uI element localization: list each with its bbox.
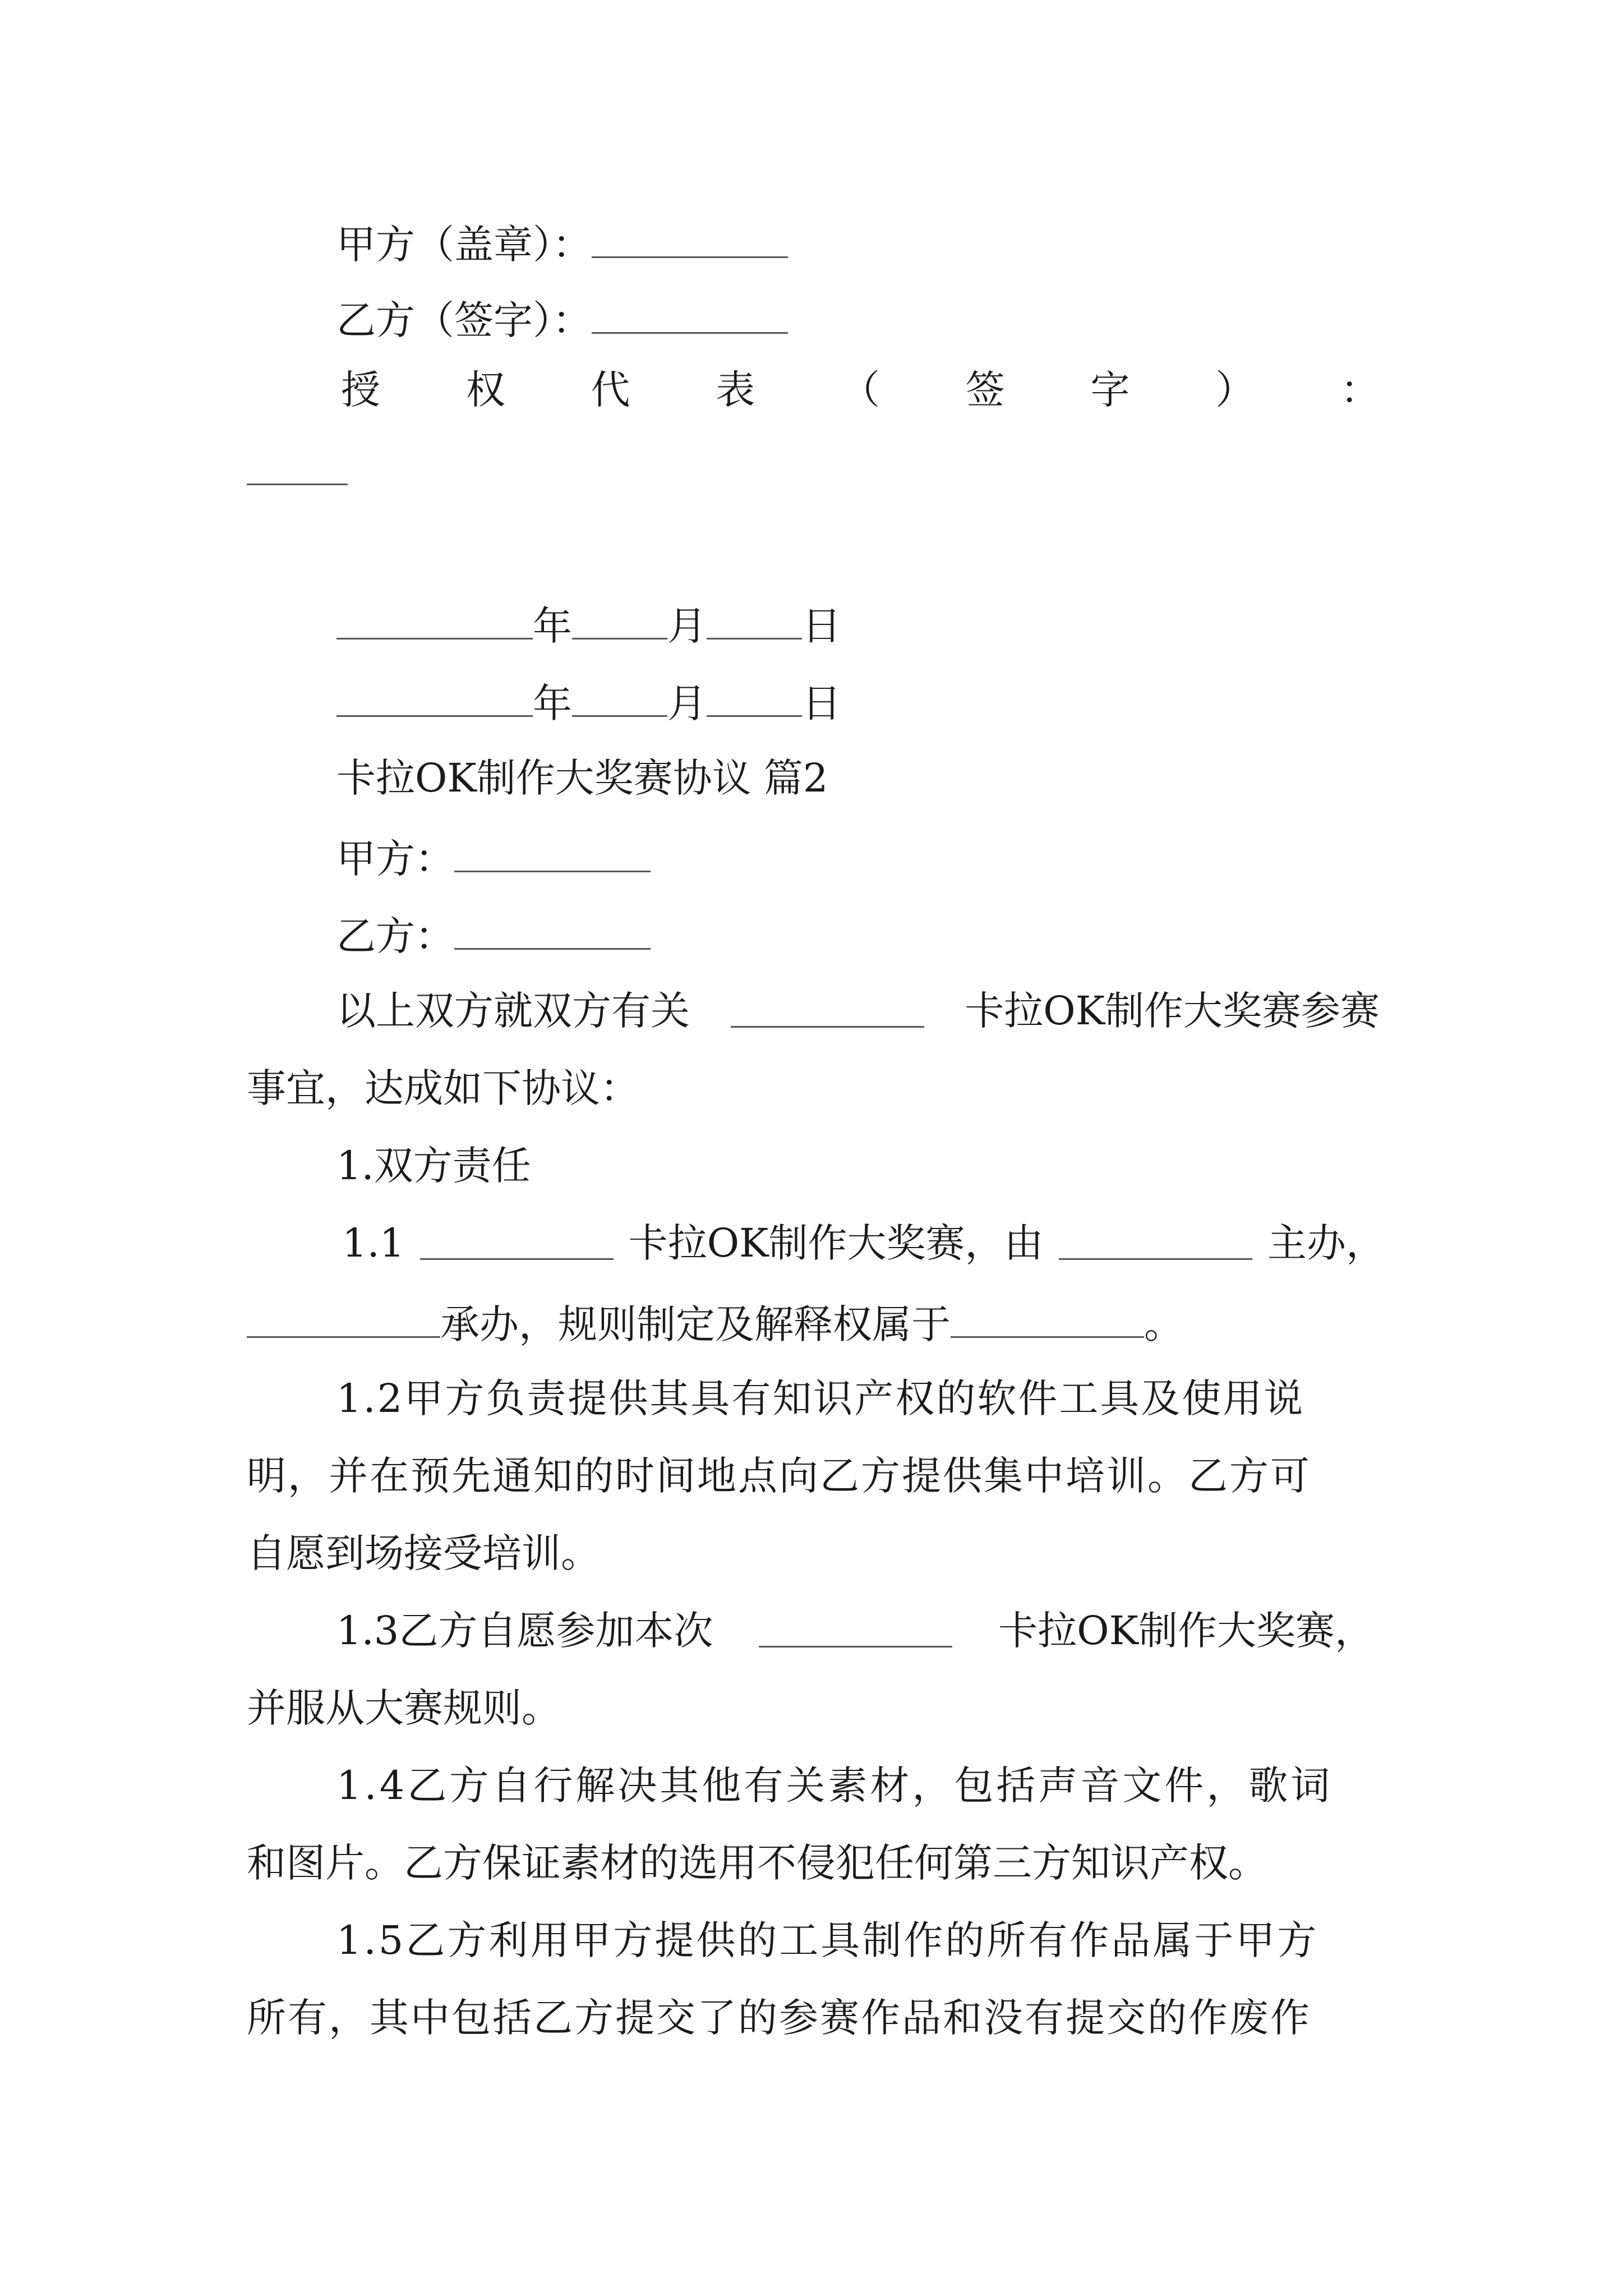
- clause-1-1-line-2: [247, 1301, 1183, 1347]
- section-1-heading: 1.双方责任: [336, 1143, 531, 1189]
- clause-text: 卡拉OK制作大奖赛，: [998, 1608, 1374, 1654]
- day-blank: [707, 603, 802, 639]
- rep-char: 代: [591, 367, 630, 413]
- clause-1-4-line-2: 和图片。乙方保证素材的选用不侵犯任何第三方知识产权。: [247, 1840, 1267, 1886]
- rep-char: 授: [341, 367, 380, 413]
- clause-1-5-line-2: 所有，其中包括乙方提交了的参赛作品和没有提交的作废作: [247, 1995, 1311, 2041]
- intro-text: 卡拉OK制作大奖赛参赛: [965, 988, 1380, 1034]
- rep-char: ：: [1340, 367, 1380, 413]
- authorized-rep-blank: [247, 449, 348, 485]
- party-b-label: 乙方：: [336, 913, 454, 959]
- month-blank: [572, 680, 667, 717]
- clause-text: 。: [1144, 1301, 1183, 1347]
- rep-char: 字: [1090, 367, 1130, 413]
- rep-char: 签: [965, 367, 1005, 413]
- clause-1-5-line-1: 1.5乙方利用甲方提供的工具制作的所有作品属于甲方: [336, 1917, 1319, 1963]
- contest-blank: [759, 1611, 952, 1648]
- date-line-2: [336, 680, 841, 726]
- clause-text: 卡拉OK制作大奖赛，由: [628, 1220, 1044, 1266]
- rep-char: （: [841, 367, 880, 413]
- clause-text: 承办，规则制定及解释权属于: [440, 1301, 951, 1347]
- month-label: 月: [667, 680, 707, 726]
- intro-blank: [731, 991, 924, 1028]
- intro-text: 以上双方就双方有关: [336, 988, 690, 1034]
- co-organizer-blank: [247, 1301, 440, 1338]
- party-a-seal-blank: [592, 222, 788, 258]
- party-a-line: [336, 836, 651, 882]
- authorized-rep-blank-line: [247, 449, 348, 491]
- clause-1-3-line-1: [336, 1608, 1374, 1654]
- clause-text: 主办，: [1267, 1220, 1385, 1266]
- party-a-seal-line: [336, 222, 788, 268]
- party-a-label: 甲方：: [336, 836, 454, 882]
- clause-1-4-line-1: 1.4乙方自行解决其他有关素材，包括声音文件，歌词: [336, 1763, 1333, 1809]
- day-label: 日: [802, 680, 841, 726]
- party-b-sign-label: 乙方（签字）：: [336, 297, 592, 343]
- party-a-seal-label: 甲方（盖章）：: [336, 222, 592, 268]
- month-blank: [572, 603, 667, 639]
- year-label: 年: [533, 680, 572, 726]
- clause-text: 1.3乙方自愿参加本次: [336, 1608, 713, 1654]
- day-label: 日: [802, 603, 841, 649]
- year-blank: [336, 680, 533, 717]
- party-b-blank: [454, 913, 651, 950]
- year-label: 年: [533, 603, 572, 649]
- clause-1-2-line-2: 明，并在预先通知的时间地点向乙方提供集中培训。乙方可: [247, 1453, 1311, 1499]
- rep-char: 权: [465, 367, 505, 413]
- month-label: 月: [667, 603, 707, 649]
- agreement-title: 卡拉OK制作大奖赛协议 篇2: [336, 755, 828, 801]
- authorized-rep-line: [341, 367, 1380, 413]
- party-a-blank: [454, 836, 651, 872]
- date-line-1: [336, 603, 841, 649]
- organizer-blank: [1059, 1223, 1252, 1260]
- clause-1-1-number: 1.1: [342, 1220, 405, 1266]
- clause-1-3-line-2: 并服从大赛规则。: [247, 1685, 561, 1731]
- intro-line-1: [336, 988, 1380, 1034]
- party-b-sign-blank: [592, 297, 788, 334]
- year-blank: [336, 603, 533, 639]
- rep-char: ）: [1215, 367, 1255, 413]
- clause-1-2-line-1: 1.2甲方负责提供其具有知识产权的软件工具及使用说: [336, 1375, 1305, 1421]
- party-b-line: [336, 913, 651, 959]
- contest-name-blank: [420, 1223, 614, 1260]
- day-blank: [707, 680, 802, 717]
- party-b-sign-line: [336, 297, 788, 343]
- intro-line-2: 事宜，达成如下协议：: [247, 1065, 639, 1111]
- clause-1-1-line-1: [342, 1220, 1385, 1266]
- clause-1-2-line-3: 自愿到场接受培训。: [247, 1530, 600, 1576]
- rights-holder-blank: [951, 1301, 1144, 1338]
- rep-char: 表: [716, 367, 755, 413]
